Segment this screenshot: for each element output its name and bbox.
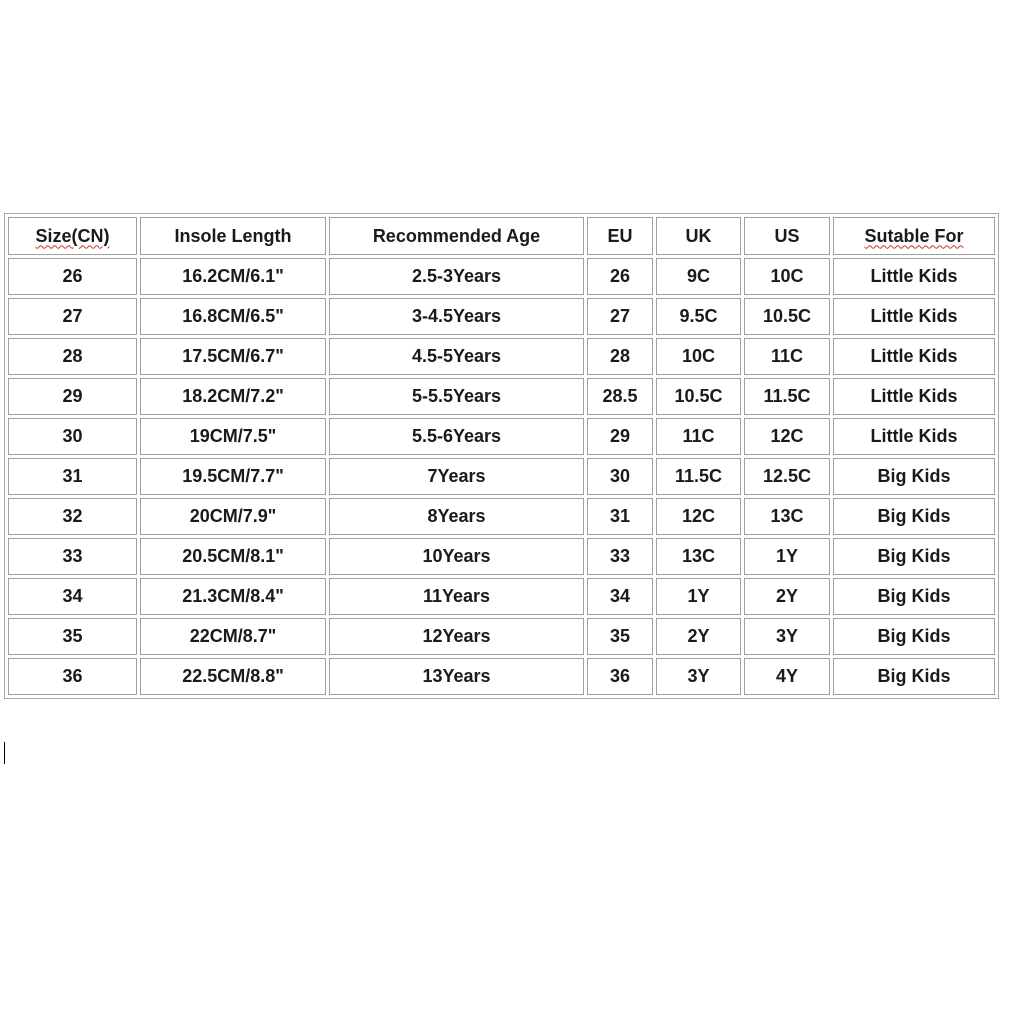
cell-recommended-age: 10Years xyxy=(329,538,584,575)
table-row xyxy=(8,378,995,415)
table-row xyxy=(8,338,995,375)
cell-insole-length: 16.2CM/6.1" xyxy=(140,258,326,295)
cell-suitable-for: Big Kids xyxy=(833,538,995,575)
cell-uk: 11C xyxy=(656,418,741,455)
cell-suitable-for: Big Kids xyxy=(833,618,995,655)
text-cursor xyxy=(4,742,5,764)
cell-uk: 9.5C xyxy=(656,298,741,335)
cell-insole-length: 20CM/7.9" xyxy=(140,498,326,535)
cell-size-cn: 32 xyxy=(8,498,137,535)
header-size-cn-label: Size(CN) xyxy=(35,225,110,246)
header-row xyxy=(8,217,995,255)
cell-insole-length: 22.5CM/8.8" xyxy=(140,658,326,695)
cell-eu: 34 xyxy=(587,578,653,615)
cell-eu: 26 xyxy=(587,258,653,295)
header-suitable-for-label: Sutable For xyxy=(864,225,964,246)
cell-us: 11C xyxy=(744,338,830,375)
cell-insole-length: 19.5CM/7.7" xyxy=(140,458,326,495)
cell-us: 10C xyxy=(744,258,830,295)
cell-size-cn: 30 xyxy=(8,418,137,455)
cell-us: 3Y xyxy=(744,618,830,655)
table-row xyxy=(8,578,995,615)
cell-uk: 10C xyxy=(656,338,741,375)
cell-us: 13C xyxy=(744,498,830,535)
cell-us: 12C xyxy=(744,418,830,455)
cell-uk: 3Y xyxy=(656,658,741,695)
cell-recommended-age: 5-5.5Years xyxy=(329,378,584,415)
table-row xyxy=(8,498,995,535)
cell-insole-length: 18.2CM/7.2" xyxy=(140,378,326,415)
cell-recommended-age: 7Years xyxy=(329,458,584,495)
header-size-cn xyxy=(8,217,137,255)
cell-recommended-age: 2.5-3Years xyxy=(329,258,584,295)
cell-recommended-age: 13Years xyxy=(329,658,584,695)
cell-uk: 1Y xyxy=(656,578,741,615)
cell-insole-length: 22CM/8.7" xyxy=(140,618,326,655)
cell-recommended-age: 4.5-5Years xyxy=(329,338,584,375)
cell-us: 10.5C xyxy=(744,298,830,335)
cell-uk: 9C xyxy=(656,258,741,295)
cell-uk: 11.5C xyxy=(656,458,741,495)
cell-suitable-for: Little Kids xyxy=(833,298,995,335)
table-row xyxy=(8,258,995,295)
cell-eu: 36 xyxy=(587,658,653,695)
cell-uk: 2Y xyxy=(656,618,741,655)
cell-size-cn: 31 xyxy=(8,458,137,495)
cell-recommended-age: 3-4.5Years xyxy=(329,298,584,335)
cell-insole-length: 19CM/7.5" xyxy=(140,418,326,455)
cell-uk: 10.5C xyxy=(656,378,741,415)
cell-suitable-for: Little Kids xyxy=(833,338,995,375)
cell-us: 1Y xyxy=(744,538,830,575)
cell-suitable-for: Big Kids xyxy=(833,498,995,535)
cell-eu: 30 xyxy=(587,458,653,495)
header-uk: UK xyxy=(656,217,741,255)
cell-suitable-for: Little Kids xyxy=(833,418,995,455)
cell-insole-length: 16.8CM/6.5" xyxy=(140,298,326,335)
size-chart-table xyxy=(4,213,999,699)
table-row xyxy=(8,618,995,655)
cell-suitable-for: Big Kids xyxy=(833,658,995,695)
cell-suitable-for: Little Kids xyxy=(833,378,995,415)
cell-recommended-age: 11Years xyxy=(329,578,584,615)
cell-size-cn: 26 xyxy=(8,258,137,295)
header-suitable-for xyxy=(833,217,995,255)
cell-size-cn: 29 xyxy=(8,378,137,415)
cell-eu: 28.5 xyxy=(587,378,653,415)
cell-eu: 31 xyxy=(587,498,653,535)
cell-us: 12.5C xyxy=(744,458,830,495)
cell-recommended-age: 12Years xyxy=(329,618,584,655)
table-row xyxy=(8,458,995,495)
cell-size-cn: 28 xyxy=(8,338,137,375)
cell-size-cn: 33 xyxy=(8,538,137,575)
header-us: US xyxy=(744,217,830,255)
cell-us: 4Y xyxy=(744,658,830,695)
cell-size-cn: 34 xyxy=(8,578,137,615)
cell-eu: 29 xyxy=(587,418,653,455)
cell-insole-length: 20.5CM/8.1" xyxy=(140,538,326,575)
cell-suitable-for: Big Kids xyxy=(833,458,995,495)
cell-us: 11.5C xyxy=(744,378,830,415)
table-row xyxy=(8,298,995,335)
header-eu: EU xyxy=(587,217,653,255)
cell-eu: 33 xyxy=(587,538,653,575)
cell-size-cn: 36 xyxy=(8,658,137,695)
header-insole-length: Insole Length xyxy=(140,217,326,255)
cell-size-cn: 35 xyxy=(8,618,137,655)
cell-eu: 27 xyxy=(587,298,653,335)
table-row xyxy=(8,418,995,455)
cell-suitable-for: Little Kids xyxy=(833,258,995,295)
cell-us: 2Y xyxy=(744,578,830,615)
cell-size-cn: 27 xyxy=(8,298,137,335)
table-body xyxy=(8,258,995,695)
cell-uk: 13C xyxy=(656,538,741,575)
cell-insole-length: 17.5CM/6.7" xyxy=(140,338,326,375)
table-row xyxy=(8,538,995,575)
cell-uk: 12C xyxy=(656,498,741,535)
cell-suitable-for: Big Kids xyxy=(833,578,995,615)
cell-insole-length: 21.3CM/8.4" xyxy=(140,578,326,615)
cell-eu: 35 xyxy=(587,618,653,655)
cell-eu: 28 xyxy=(587,338,653,375)
cell-recommended-age: 5.5-6Years xyxy=(329,418,584,455)
header-recommended-age: Recommended Age xyxy=(329,217,584,255)
cell-recommended-age: 8Years xyxy=(329,498,584,535)
table-row xyxy=(8,658,995,695)
